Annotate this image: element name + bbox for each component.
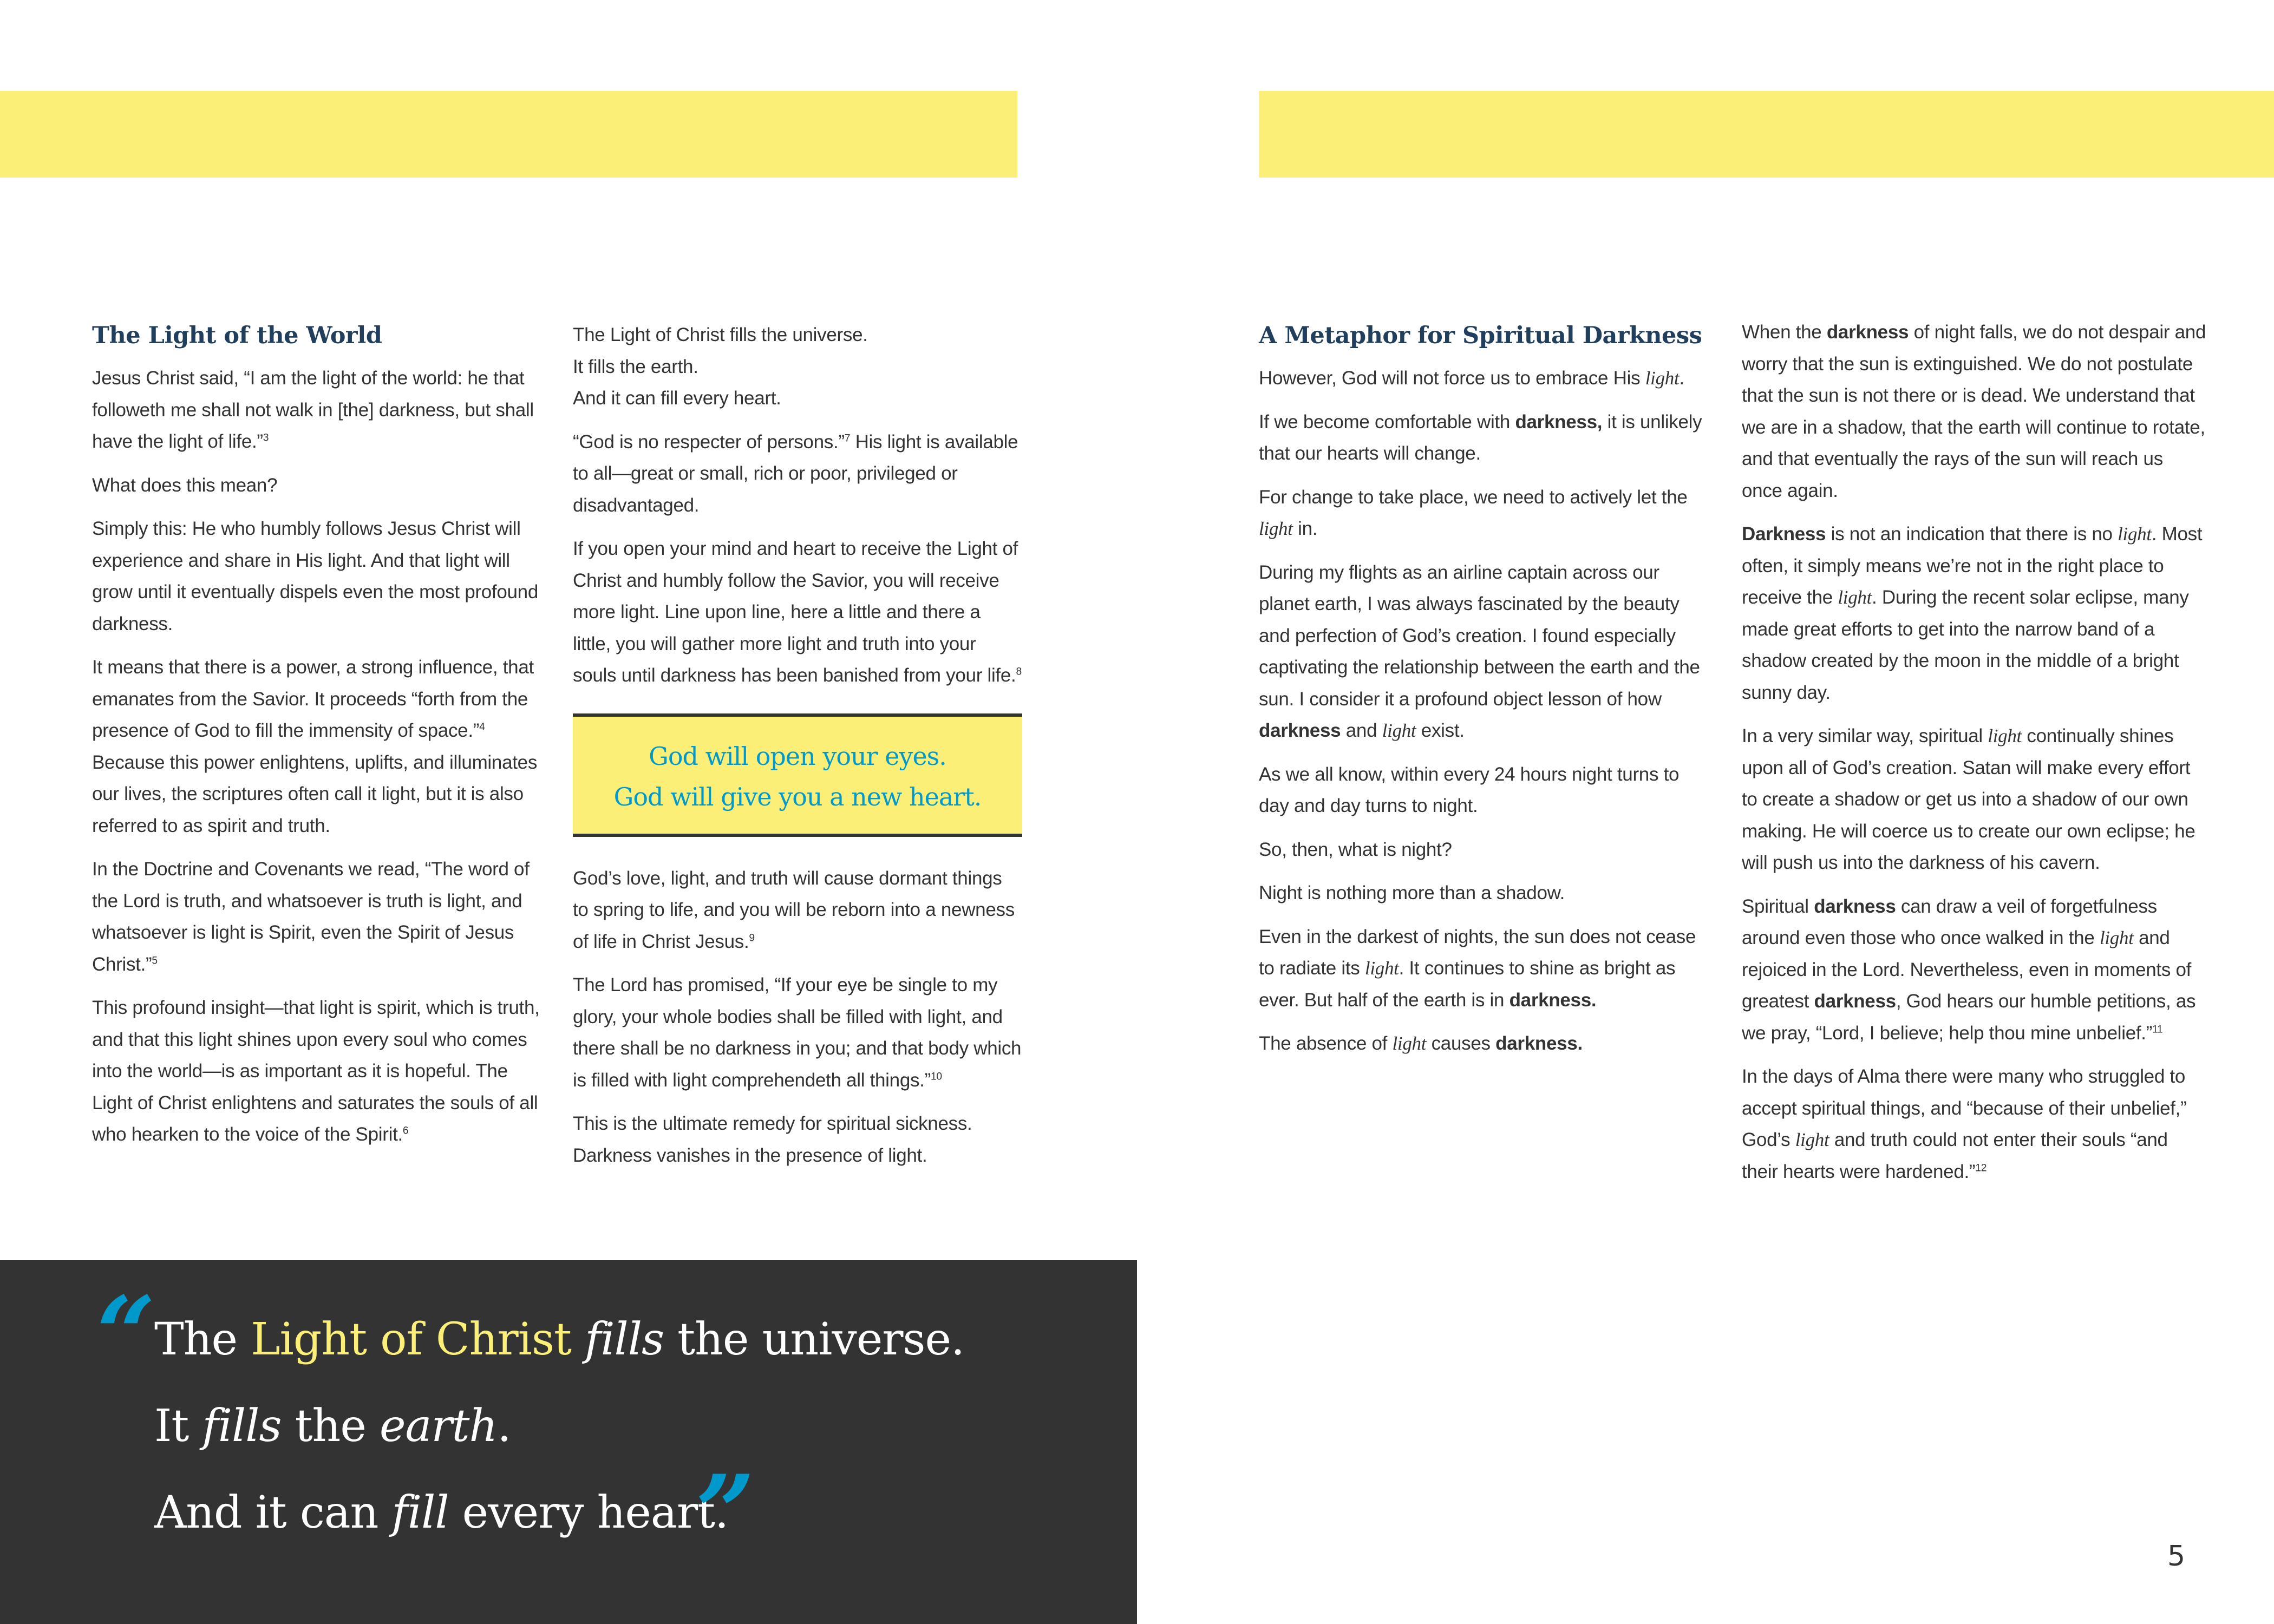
close-quote-icon: ” bbox=[696, 1452, 755, 1573]
paragraph: Spiritual darkness can draw a veil of forgetfulness around even those who once walked in the light and rejoiced in the Lord. Nevertheless, even in moments of greatest darkness, God hears our humble petitions, as we pray, “Lord, I believe; help thou mine unbelief.”$^{11}$ bbox=[1742, 895, 2196, 1044]
footnote-ref[interactable]: 6 bbox=[402, 1125, 409, 1137]
stanza-line: The Light of Christ fills the universe. bbox=[573, 324, 868, 345]
pull-quote-line-2: It fills the earth. bbox=[154, 1400, 511, 1452]
paragraph: During my flights as an airline captain across our planet earth, I was always fascinated by the beauty and perfection of God’s creation. I found especially captivating the relationship between the earth and the sun. I consider it a profound object lesson of how darkness and light exist. bbox=[1259, 561, 1700, 741]
right-column-1 bbox=[1259, 319, 1708, 1072]
open-quote-icon: “ bbox=[96, 1274, 156, 1394]
paragraph: Even in the darkest of nights, the sun does not cease to radiate its light. It continues to shine as bright as ever. But half of the earth is in darkness. bbox=[1259, 926, 1696, 1011]
header-band-left bbox=[0, 91, 1017, 178]
highlight-text: Light of Christ bbox=[251, 1314, 571, 1365]
footnote-ref[interactable]: 4 bbox=[479, 721, 485, 733]
page-number: 5 bbox=[2167, 1540, 2186, 1573]
header-band-right bbox=[1259, 91, 2274, 178]
right-column-2 bbox=[1742, 317, 2207, 1200]
paragraph: If we become comfortable with darkness, it is unlikely that our hearts will change. bbox=[1259, 411, 1702, 464]
paragraph: The Lord has promised, “If your eye be single to my glory, your whole bodies shall be filled with light, and there shall be no darkness in you; and that body which is filled with light comprehendeth all things.”$^{10}$ bbox=[573, 974, 1022, 1091]
paragraph: So, then, what is night? bbox=[1259, 839, 1452, 860]
left-column-2 bbox=[573, 319, 1022, 1183]
footnote-ref[interactable]: 7 bbox=[844, 432, 851, 444]
paragraph: In a very similar way, spiritual light continually shines upon all of God’s creation. Satan will make every effort to create a shadow or get us into a shadow of our own making. He will coerce us to create our own eclipse; he will push us into the darkness of his cavern. bbox=[1742, 725, 2195, 873]
paragraph: However, God will not force us to embrace His light. bbox=[1259, 368, 1684, 389]
pull-quote-line-3: And it can fill every heart. bbox=[154, 1487, 729, 1538]
paragraph: In the Doctrine and Covenants we read, “The word of the Lord is truth, and whatsoever is truth is light, and whatsoever is light is Spirit, even the Spirit of Jesus Christ.”$^5$ bbox=[92, 859, 530, 975]
pull-quote bbox=[154, 1296, 964, 1556]
paragraph: Night is nothing more than a shadow. bbox=[1259, 882, 1565, 903]
pull-quote-line-1: The Light of Christ fills the universe. bbox=[154, 1314, 965, 1365]
footnote-ref[interactable]: 12 bbox=[1975, 1162, 1987, 1174]
paragraph: Jesus Christ said, “I am the light of the world: he that followeth me shall not walk in [the] darkness, but shall have the light of life.”$^3$ bbox=[92, 368, 534, 452]
paragraph: This is the ultimate remedy for spiritual sickness. Darkness vanishes in the presence of light. bbox=[573, 1113, 972, 1166]
footnote-ref[interactable]: 3 bbox=[263, 432, 269, 444]
paragraph: God’s love, light, and truth will cause dormant things to spring to life, and you will be reborn into a newness of life in Christ Jesus.$^9$ bbox=[573, 867, 1015, 952]
callout-line: God will open your eyes. bbox=[649, 741, 946, 771]
paragraph: “God is no respecter of persons.”$^7$ His light is available to all—great or small, rich or poor, privileged or disadvantaged. bbox=[573, 431, 1018, 516]
stanza-line: And it can fill every heart. bbox=[573, 388, 781, 409]
section-heading: The Light of the World bbox=[92, 322, 382, 349]
footnote-ref[interactable]: 10 bbox=[930, 1070, 942, 1082]
paragraph: Darkness is not an indication that there is no light. Most often, it simply means we’re not in the right place to receive the light. During the recent solar eclipse, many made great efforts to get into the narrow band of a shadow created by the moon in the middle of a bright sunny day. bbox=[1742, 523, 2203, 703]
paragraph: What does this mean? bbox=[92, 474, 278, 496]
left-column-1 bbox=[92, 319, 547, 1163]
callout-line: God will give you a new heart. bbox=[613, 782, 982, 811]
paragraph: The absence of light causes darkness. bbox=[1259, 1033, 1583, 1054]
callout-box bbox=[573, 713, 1022, 837]
paragraph: Simply this: He who humbly follows Jesus Christ will experience and share in His light. And that light will grow until it eventually dispels even the most profound darkness. bbox=[92, 518, 538, 634]
paragraph: As we all know, within every 24 hours night turns to day and day turns to night. bbox=[1259, 763, 1680, 816]
stanza bbox=[573, 319, 1022, 415]
footnote-ref[interactable]: 8 bbox=[1016, 666, 1022, 678]
footnote-ref[interactable]: 9 bbox=[749, 932, 755, 944]
paragraph: For change to take place, we need to actively let the light in. bbox=[1259, 486, 1688, 539]
paragraph: In the days of Alma there were many who struggled to accept spiritual things, and “because of their unbelief,” God’s light and truth could not enter their souls “and their hearts were hardened.”$^{12}$ bbox=[1742, 1066, 2187, 1182]
section-heading: A Metaphor for Spiritual Darkness bbox=[1259, 322, 1702, 349]
paragraph: It means that there is a power, a strong influence, that emanates from the Savior. It proceeds “forth from the presence of God to fill the immensity of space.”$^4$ Because this power enlightens, uplifts, and illuminates our lives, the scriptures often call it light, but it is also referred to as spirit and truth. bbox=[92, 657, 538, 836]
stanza-line: It fills the earth. bbox=[573, 356, 698, 377]
paragraph: When the darkness of night falls, we do not despair and worry that the sun is extinguished. We do not postulate that the sun is not there or is dead. We understand that we are in a shadow, that the earth will continue to rotate, and that eventually the rays of the sun will reach us once again. bbox=[1742, 322, 2206, 501]
footnote-ref[interactable]: 11 bbox=[2152, 1023, 2163, 1035]
paragraph: This profound insight—that light is spirit, which is truth, and that this light shines upon every soul who comes into the world—is as important as it is hopeful. The Light of Christ enlightens and saturates the souls of all who hearken to the voice of the Spirit.$^6$ bbox=[92, 997, 540, 1145]
footnote-ref[interactable]: 5 bbox=[152, 954, 158, 966]
paragraph: If you open your mind and heart to receive the Light of Christ and humbly follow the Savior, you will receive more light. Line upon line, here a little and there a little, you will gather more light and truth into your souls until darkness has been banished from your life.$^8$ bbox=[573, 538, 1022, 686]
